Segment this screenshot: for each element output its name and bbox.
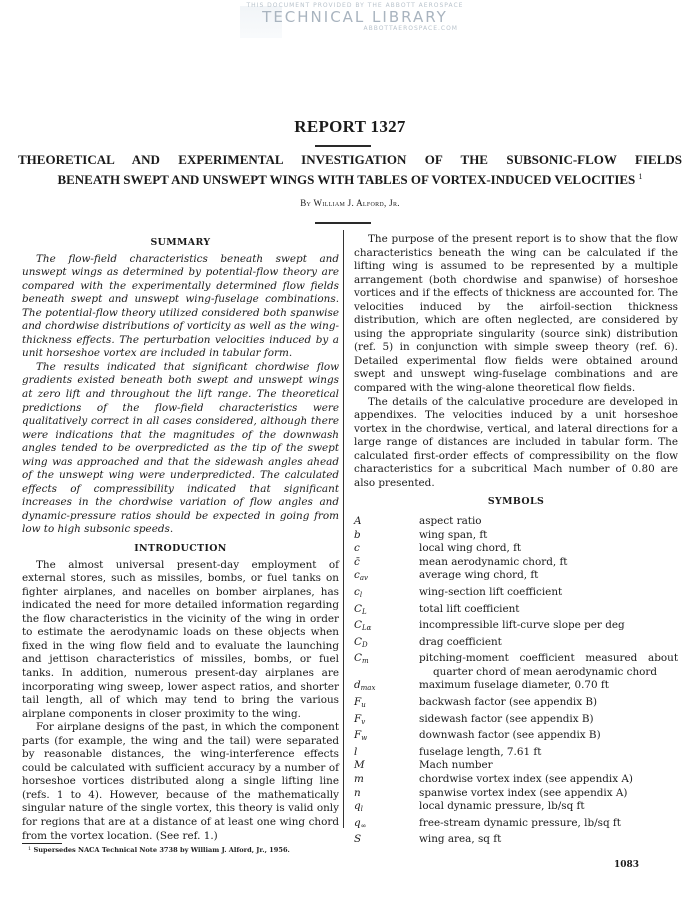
symbol-definition-text: aspect ratio bbox=[419, 514, 482, 527]
title-rule-bottom bbox=[315, 222, 371, 224]
symbols-heading: SYMBOLS bbox=[487, 496, 545, 508]
symbol-definition bbox=[419, 556, 678, 570]
symbol-row bbox=[354, 569, 678, 586]
symbol-definition-text: pitching-moment coefficient measured about bbox=[419, 652, 678, 665]
footnote bbox=[28, 846, 290, 854]
symbol-definition-text: local dynamic pressure, lb/sq ft bbox=[419, 800, 585, 813]
symbol-row bbox=[354, 759, 678, 773]
symbol bbox=[354, 529, 419, 543]
symbol-base: c bbox=[354, 542, 360, 555]
introduction-paragraph: The almost universal present-day employment of external stores, such as missiles, bombs, or fuel tanks on fighter airplanes, and nacelles on bomber airplanes, has indicated the need for more detailed information regarding the flow characteristics in the vicinity of the wing in order to estimate the aerodynamic loads on these objects when fixed in the wing flow field and to evaluate the launching and jettison characteristics of missiles, bombs, or fuel tanks. In addition, numerous present-day airplanes are incorporating wing sweep, lower aspect ratios, and shorter tail length, all of which may tend to bring the various airplane components in closer proximity to the wing. bbox=[22, 558, 339, 720]
symbol-definition bbox=[419, 542, 678, 556]
symbol-definition-text: average wing chord, ft bbox=[419, 569, 539, 582]
symbol-row bbox=[354, 603, 678, 620]
symbol-subscript: w bbox=[361, 734, 368, 743]
symbol-row bbox=[354, 800, 678, 817]
author-byline: By William J. Alford, Jr. bbox=[300, 198, 400, 208]
symbol-base: c bbox=[354, 585, 360, 598]
symbol-definition bbox=[419, 619, 678, 636]
symbol-row bbox=[354, 833, 678, 847]
symbol-base: C bbox=[354, 619, 362, 632]
symbol-subscript: l bbox=[360, 805, 363, 814]
symbol-row bbox=[354, 817, 678, 834]
title-line-2: BENEATH SWEPT AND UNSWEPT WINGS WITH TABLES OF VORTEX-INDUCED VELOCITIES bbox=[57, 172, 636, 187]
symbol-definition-text: local wing chord, ft bbox=[419, 542, 522, 555]
symbol-row bbox=[354, 652, 678, 679]
symbol-definition bbox=[419, 773, 678, 787]
page-number: 1083 bbox=[614, 860, 640, 870]
symbol-subscript: v bbox=[361, 717, 366, 726]
watermark bbox=[240, 2, 470, 38]
symbol-base: C bbox=[354, 652, 362, 665]
symbol-subscript: l bbox=[359, 590, 363, 599]
symbol-definition-text: incompressible lift-curve slope per deg bbox=[419, 619, 625, 632]
symbol-base: q bbox=[354, 816, 361, 829]
symbol-row bbox=[354, 773, 678, 787]
symbol-definition bbox=[419, 652, 678, 679]
title-line-1: THEORETICAL AND EXPERIMENTAL INVESTIGATION OF THE SUBSONIC-FLOW FIELDS bbox=[18, 152, 682, 167]
symbol-definition bbox=[419, 696, 678, 713]
column-divider bbox=[343, 230, 344, 828]
symbol-subscript: max bbox=[360, 684, 376, 693]
symbol-definition bbox=[419, 833, 678, 847]
symbol-definition bbox=[419, 529, 678, 543]
symbol bbox=[354, 586, 419, 603]
symbol-base: C bbox=[354, 635, 362, 648]
summary-paragraph: The results indicated that significant chordwise flow gradients existed beneath both swept and unswept wings at zero lift and throughout the lift range. The theoretical predictions of the flow-field characteristics were qualitatively correct in all cases considered, although there were indications that the magnitudes of the downwash angles tended to be overpredicted as the tip of the swept wing was approached and that the sidewash angles ahead of the unswept wing were underpredicted. The calculated effects of compressibility indicated that significant increases in the chordwise variation of flow angles and dynamic-pressure ratios should be expected in going from low to high subsonic speeds. bbox=[22, 360, 339, 536]
symbol-base: l bbox=[354, 745, 358, 758]
symbol-subscript: ∞ bbox=[360, 821, 367, 830]
symbol-definition-text: Mach number bbox=[419, 759, 493, 772]
watermark-library-name: TECHNICAL LIBRARY bbox=[262, 8, 448, 26]
symbol-row bbox=[354, 556, 678, 570]
symbols-list bbox=[354, 515, 678, 847]
symbol-base: F bbox=[354, 712, 362, 725]
summary-heading: SUMMARY bbox=[150, 237, 211, 248]
symbol-base: S bbox=[354, 833, 362, 846]
symbol bbox=[354, 619, 419, 636]
symbol bbox=[354, 542, 419, 556]
symbol-definition-text: free-stream dynamic pressure, lb/sq ft bbox=[419, 816, 621, 829]
symbol-definition-text: mean aerodynamic chord, ft bbox=[419, 555, 568, 568]
symbol-row bbox=[354, 787, 678, 801]
symbol bbox=[354, 729, 419, 746]
symbol bbox=[354, 603, 419, 620]
symbol-base: F bbox=[354, 729, 362, 742]
symbol bbox=[354, 773, 419, 787]
symbol-base: q bbox=[354, 800, 361, 813]
symbol-base: c̄ bbox=[354, 555, 360, 568]
symbol bbox=[354, 800, 419, 817]
symbol-definition-text: spanwise vortex index (see appendix A) bbox=[419, 786, 628, 799]
symbol-definition bbox=[419, 679, 678, 696]
symbol bbox=[354, 556, 419, 570]
symbol-row bbox=[354, 515, 678, 529]
symbol-definition-text: downwash factor (see appendix B) bbox=[419, 729, 601, 742]
symbol-definition-text: total lift coefficient bbox=[419, 602, 520, 615]
symbol-definition-text: backwash factor (see appendix B) bbox=[419, 696, 598, 709]
symbol-base: d bbox=[354, 679, 361, 692]
footnote-mark: 1 bbox=[28, 846, 32, 852]
right-column bbox=[354, 233, 678, 847]
symbol bbox=[354, 713, 419, 730]
report-number: REPORT 1327 bbox=[294, 117, 406, 136]
symbol-base: m bbox=[354, 773, 364, 786]
symbol-definition-text: maximum fuselage diameter, 0.70 ft bbox=[419, 679, 609, 692]
symbol-definition bbox=[419, 759, 678, 773]
symbol-row bbox=[354, 679, 678, 696]
footnote-text: Supersedes NACA Technical Note 3738 by William J. Alford, Jr., 1956. bbox=[33, 846, 290, 854]
symbol-row bbox=[354, 713, 678, 730]
report-title bbox=[18, 151, 682, 188]
symbol-row bbox=[354, 746, 678, 760]
symbol-definition bbox=[419, 569, 678, 586]
symbol-definition bbox=[419, 729, 678, 746]
symbol-base: A bbox=[354, 514, 362, 527]
symbol-subscript: L bbox=[361, 607, 367, 616]
symbol bbox=[354, 652, 419, 679]
symbols-section bbox=[354, 495, 678, 847]
symbol bbox=[354, 636, 419, 653]
symbol-base: C bbox=[354, 602, 362, 615]
symbol-subscript: Lα bbox=[361, 624, 372, 633]
symbol bbox=[354, 696, 419, 713]
symbol-subscript: av bbox=[359, 574, 368, 583]
symbol bbox=[354, 759, 419, 773]
symbol-row bbox=[354, 619, 678, 636]
symbol-definition bbox=[419, 787, 678, 801]
symbol-definition-continuation: quarter chord of mean aerodynamic chord bbox=[433, 665, 658, 678]
symbol-base: M bbox=[354, 759, 365, 772]
symbol bbox=[354, 787, 419, 801]
summary-paragraph: The flow-field characteristics beneath swept and unswept wings as determined by potential-flow theory are compared with the experimentally determined flow fields beneath swept and unswept wing-fuselage combinations. The potential-flow theory utilized considered both spanwise and chordwise distributions of vorticity as well as the wing-thickness effects. The perturbation velocities induced by a unit horseshoe vortex are included in tabular form. bbox=[22, 252, 339, 360]
symbol-definition-text: wing-section lift coefficient bbox=[419, 585, 563, 598]
symbol-base: c bbox=[354, 569, 360, 582]
symbol-definition-text: drag coefficient bbox=[419, 635, 502, 648]
symbol bbox=[354, 515, 419, 529]
symbol-row bbox=[354, 636, 678, 653]
symbol-row bbox=[354, 696, 678, 713]
introduction-paragraph: For airplane designs of the past, in which the component parts (for example, the wing and the tail) were separated by reasonable distances, the wing-interference effects could be calculated with sufficient accuracy by a number of horseshoe vortices distributed along a single lifting line (refs. 1 to 4). However, because of the mathematically singular nature of the single vortex, this theory is valid only for regions that are at a distance of at least one wing chord from the vortex location. (See ref. 1.) bbox=[22, 721, 339, 842]
symbol-definition-text: wing span, ft bbox=[419, 528, 488, 541]
symbol-row bbox=[354, 586, 678, 603]
symbol-base: F bbox=[354, 696, 362, 709]
summary-section bbox=[22, 236, 339, 537]
symbol-subscript: D bbox=[361, 640, 368, 649]
symbol bbox=[354, 679, 419, 696]
title-footnote-mark: 1 bbox=[638, 172, 643, 181]
symbol bbox=[354, 817, 419, 834]
footnote-rule bbox=[22, 843, 62, 844]
introduction-paragraph: The purpose of the present report is to show that the flow characteristics beneath the wing can be calculated if the lifting wing is assumed to be represented by a multiple arrangement (both chordwise and spanwise) of horseshoe vortices and if the effects of thickness are accounted for. The velocities induced by the airfoil-section thickness distribution, which are often neglected, are considered by using the appropriate singularity (source sink) distribution (ref. 5) in conjunction with simple sweep theory (ref. 6). Detailed experimental flow fields were obtained around swept and unswept wing-fuselage combinations and are compared with the wing-alone theoretical flow fields. bbox=[354, 233, 678, 395]
symbol-definition-text: fuselage length, 7.61 ft bbox=[419, 745, 542, 758]
watermark-url: ABBOTTAEROSPACE.COM bbox=[363, 25, 458, 32]
symbol bbox=[354, 833, 419, 847]
symbol-definition bbox=[419, 603, 678, 620]
symbol-subscript: m bbox=[361, 657, 369, 666]
symbol-definition bbox=[419, 636, 678, 653]
left-column bbox=[22, 233, 339, 843]
symbol-definition bbox=[419, 746, 678, 760]
symbol-definition bbox=[419, 515, 678, 529]
symbol bbox=[354, 746, 419, 760]
symbol-definition bbox=[419, 713, 678, 730]
symbol-definition bbox=[419, 817, 678, 834]
introduction-section bbox=[22, 542, 339, 843]
symbol-definition bbox=[419, 800, 678, 817]
symbol-row bbox=[354, 529, 678, 543]
symbol-definition bbox=[419, 586, 678, 603]
symbol-definition-text: chordwise vortex index (see appendix A) bbox=[419, 773, 633, 786]
symbol-row bbox=[354, 542, 678, 556]
symbol-definition-text: wing area, sq ft bbox=[419, 833, 502, 846]
symbol-row bbox=[354, 729, 678, 746]
symbol bbox=[354, 569, 419, 586]
symbol-base: b bbox=[354, 528, 361, 541]
symbol-subscript: u bbox=[361, 701, 366, 710]
introduction-heading: INTRODUCTION bbox=[134, 543, 227, 555]
introduction-paragraph: The details of the calculative procedure are developed in appendixes. The velocities induced by a unit horseshoe vortex in the chordwise, vertical, and lateral directions for a large range of distances are included in tabular form. The calculated first-order effects of compressibility on the flow characteristics for a subcritical Mach number of 0.80 are also presented. bbox=[354, 395, 678, 489]
symbol-definition-text: sidewash factor (see appendix B) bbox=[419, 712, 594, 725]
title-rule-top bbox=[315, 145, 371, 147]
symbol-base: n bbox=[354, 786, 361, 799]
watermark-provider-line: THIS DOCUMENT PROVIDED BY THE ABBOTT AEROSPACE bbox=[246, 2, 464, 9]
